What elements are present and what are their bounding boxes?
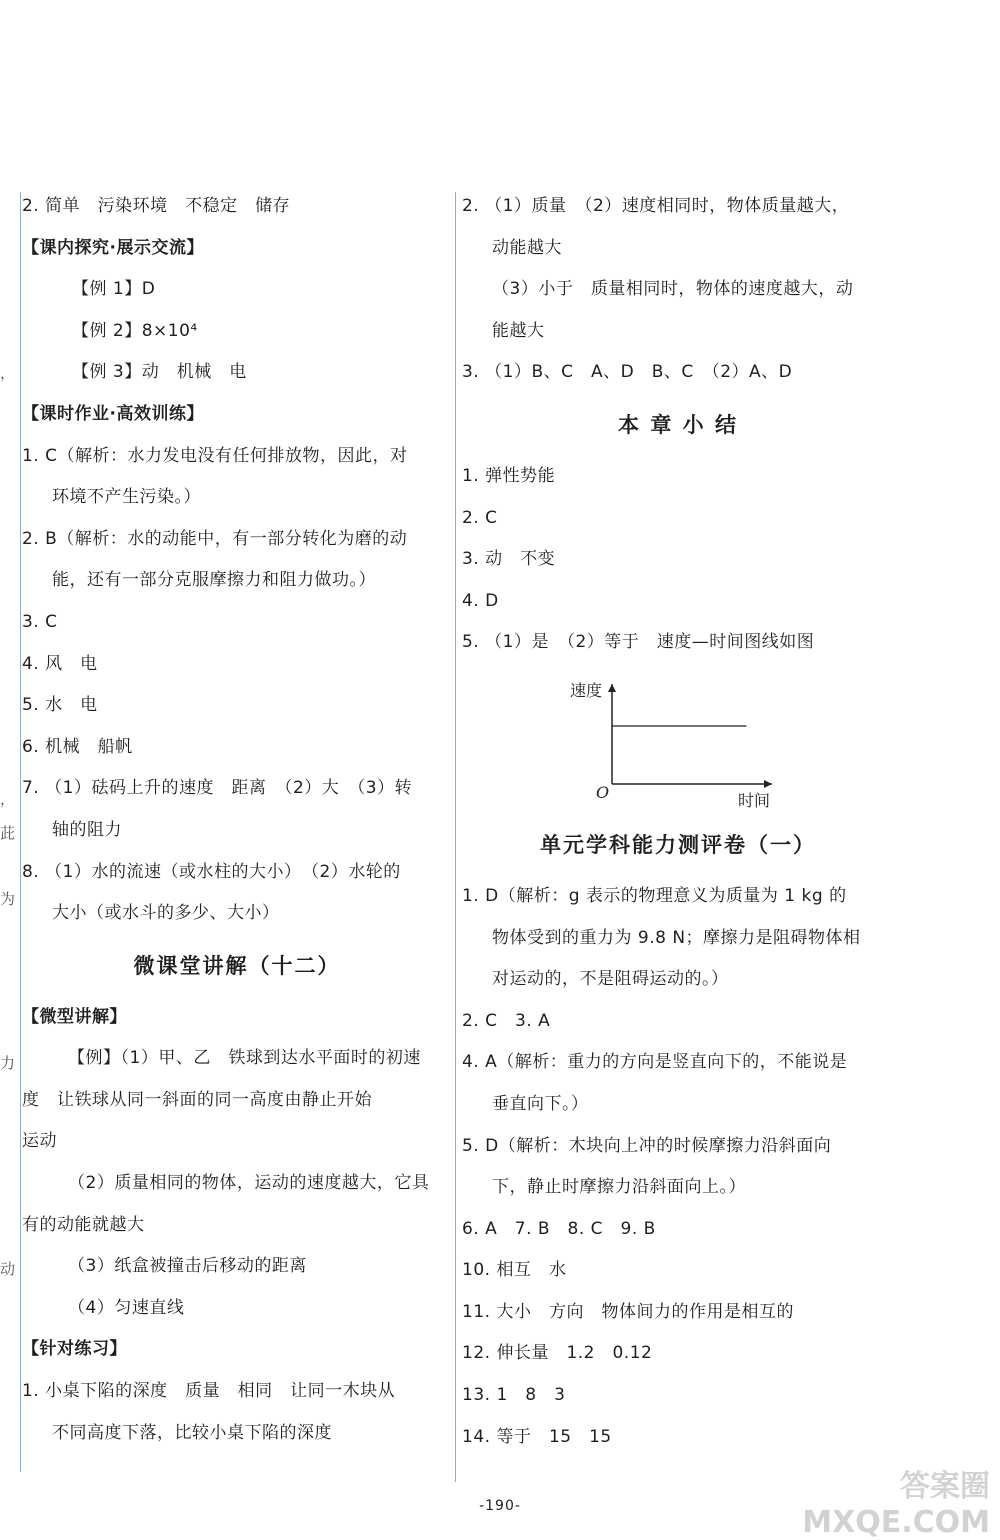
answer-line: 2. （1）质量 （2）速度相同时，物体质量越大， — [462, 196, 850, 216]
right-answer-column — [462, 186, 894, 1458]
answer-line: 6. A 7. B 8. C 9. B — [462, 1218, 656, 1239]
answer-line: 大小（或水斗的多少、大小） — [52, 903, 280, 924]
answer-line: 6. 机械 船帆 — [22, 736, 133, 757]
answer-line: 2. B（解析：水的动能中，有一部分转化为磨的动 — [22, 528, 408, 549]
answer-line: 13. 1 8 3 — [462, 1385, 566, 1406]
margin-fragment: 为 — [0, 890, 16, 908]
section-header: 【课内探究·展示交流】 — [22, 237, 204, 258]
answer-line: （4）匀速直线 — [68, 1297, 185, 1318]
velocity-time-svg — [542, 664, 782, 814]
answer-line: 能越大 — [492, 320, 545, 341]
section-title: 本 章 小 结 — [618, 412, 738, 437]
left-column-rule — [20, 192, 21, 1472]
answer-line: 下，静止时摩擦力沿斜面向上。） — [492, 1177, 746, 1198]
answer-line: 【例 1】D — [72, 279, 156, 300]
section-title: 微课堂讲解（十二） — [133, 953, 341, 978]
answer-line: 4. A（解析：重力的方向是竖直向下的，不能说是 — [462, 1052, 848, 1073]
right-top-block — [462, 186, 894, 664]
margin-fragment: ， — [0, 790, 16, 808]
answer-line: 14. 等于 15 15 — [462, 1426, 612, 1447]
answer-line: 2. 简单 污染环境 不稳定 储存 — [22, 196, 291, 216]
answer-line: 有的动能就越大 — [22, 1214, 145, 1235]
velocity-time-chart — [462, 664, 894, 814]
answer-line: 5. 水 电 — [22, 695, 98, 716]
answer-line: 3. （1）B、C A、D B、C （2）A、D — [462, 362, 793, 383]
margin-fragment: ， — [0, 364, 16, 382]
answer-line: 不同高度下落，比较小桌下陷的深度 — [52, 1422, 332, 1443]
watermark-text: 答案圈 MXQE.COM — [802, 1469, 990, 1540]
y-axis-arrow — [608, 684, 616, 692]
answer-line: 能，还有一部分克服摩擦力和阻力做功。） — [52, 570, 376, 591]
answer-line: 7. （1）砝码上升的速度 距离 （2）大 （3）转 — [22, 778, 413, 799]
section-header: 【针对练习】 — [22, 1339, 127, 1360]
answer-line: （3）纸盒被撞击后移动的距离 — [68, 1256, 307, 1277]
section-header: 【微型讲解】 — [22, 1006, 127, 1027]
answer-line: 运动 — [22, 1131, 57, 1152]
answer-line: 3. C — [22, 611, 58, 632]
margin-fragment: 茈 — [0, 824, 16, 842]
answer-line: 5. D（解析：木块向上冲的时候摩擦力沿斜面向 — [462, 1135, 832, 1156]
answer-line: 3. 动 不变 — [462, 549, 556, 570]
section-title: 单元学科能力测评卷（一） — [540, 832, 816, 857]
answer-line: 1. 小桌下陷的深度 质量 相同 让同一木块从 — [22, 1381, 396, 1402]
answer-line: （2）质量相同的物体，运动的速度越大，它具 — [68, 1173, 430, 1194]
origin-label: O — [596, 782, 610, 802]
x-axis-label: 时间 — [738, 790, 771, 810]
answer-line: 垂直向下。） — [492, 1093, 589, 1114]
center-column-rule — [455, 192, 456, 1482]
answer-line: 【例 3】动 机械 电 — [72, 362, 247, 383]
answer-line: 4. 风 电 — [22, 653, 98, 674]
answer-line: 12. 伸长量 1.2 0.12 — [462, 1343, 653, 1364]
answer-line: 5. （1）是 （2）等于 速度—时间图线如图 — [462, 632, 815, 653]
x-axis-arrow — [764, 780, 772, 788]
answer-line: 1. 弹性势能 — [462, 465, 556, 486]
answer-line: 物体受到的重力为 9.8 N；摩擦力是阻碍物体相 — [492, 927, 861, 948]
answer-line: 1. C（解析：水力发电没有任何排放物，因此，对 — [22, 445, 408, 466]
answer-line: 度 让铁球从同一斜面的同一高度由静止开始 — [22, 1089, 372, 1110]
answer-line: 11. 大小 方向 物体间力的作用是相互的 — [462, 1301, 794, 1322]
answer-line: 【例 2】8×10⁴ — [72, 320, 198, 341]
answer-line: 1. D（解析：g 表示的物理意义为质量为 1 kg 的 — [462, 885, 847, 906]
answer-line: 环境不产生污染。） — [52, 487, 201, 508]
answer-line: 2. C — [462, 507, 498, 528]
answer-line: 【例】（1）甲、乙 铁球到达水平面时的初速 — [68, 1048, 421, 1069]
margin-fragment: 力 — [0, 1054, 16, 1072]
answer-line: （3）小于 质量相同时，物体的速度越大，动 — [492, 279, 854, 300]
answer-line: 动能越大 — [492, 237, 562, 258]
margin-fragment: 动 — [0, 1260, 16, 1278]
answer-line: 4. D — [462, 590, 499, 611]
y-axis-label: 速度 — [570, 680, 603, 700]
page-number: -190- — [479, 1498, 521, 1514]
answer-line: 8. （1）水的流速（或水柱的大小） （2）水轮的 — [22, 861, 401, 882]
section-header: 【课时作业·高效训练】 — [22, 403, 204, 424]
right-bottom-block — [462, 822, 894, 1458]
answer-line: 10. 相互 水 — [462, 1260, 567, 1281]
answer-line: 轴的阻力 — [52, 819, 122, 840]
answer-line: 对运动的，不是阻碍运动的。） — [492, 969, 729, 990]
left-answer-column — [22, 186, 452, 1454]
answer-line: 2. C 3. A — [462, 1010, 551, 1031]
watermark-logo — [790, 1461, 990, 1540]
